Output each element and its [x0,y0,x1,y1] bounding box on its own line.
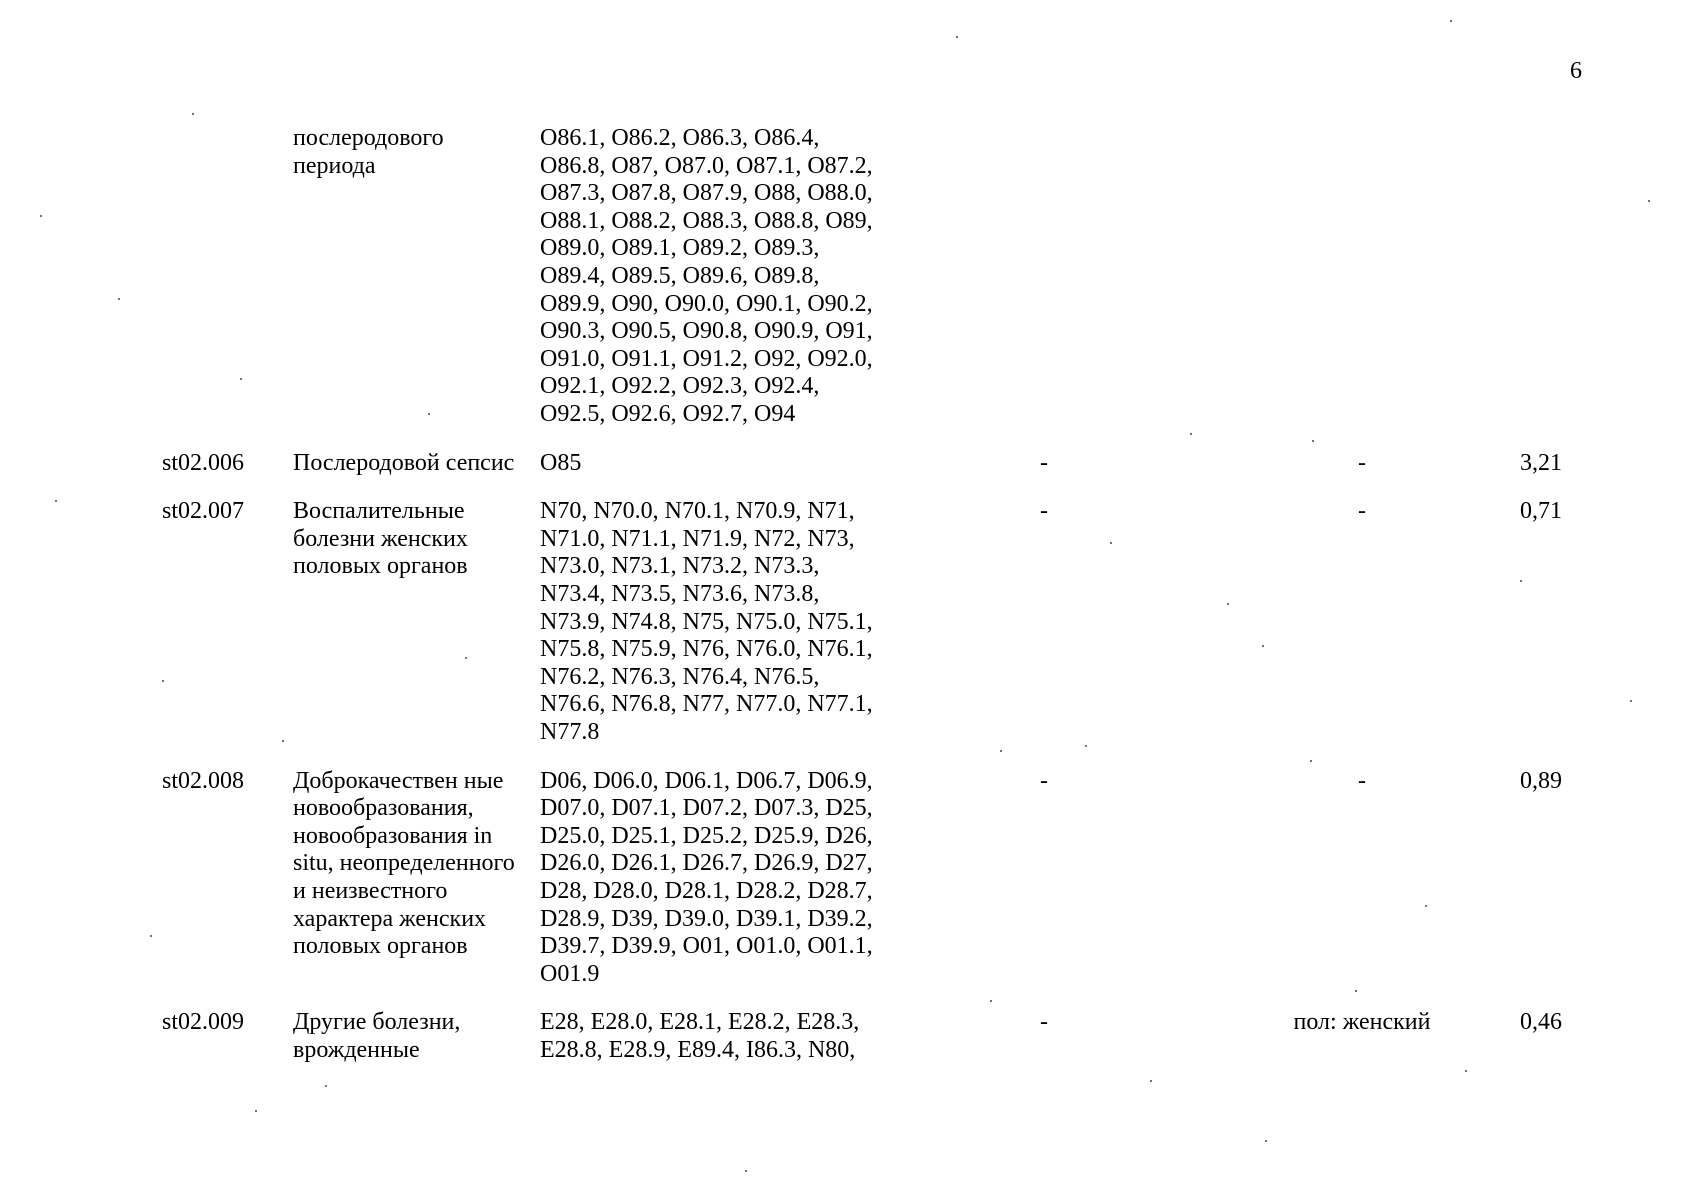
row-name-line: Другие болезни, [293,1009,461,1036]
row-column-4: - [1040,449,1048,476]
row-column-5: - [1358,767,1366,794]
speck [118,298,120,300]
row-column-4: - [1040,767,1048,794]
speck [1450,20,1452,22]
speck [1000,750,1002,752]
speck [1310,760,1312,762]
row-column-5: - [1358,498,1366,525]
row-icd-line: N73.4, N73.5, N73.6, N73.8, [540,580,820,607]
speck [1520,580,1522,582]
speck [162,680,164,682]
row-icd-line: D07.0, D07.1, D07.2, D07.3, D25, [540,795,873,822]
row-code: st02.007 [162,498,245,525]
row-icd-line: O89.0, O89.1, O89.2, O89.3, [540,235,820,262]
table-row [162,125,1562,429]
row-name-line: новообразования, [293,795,474,822]
row-coefficient: 0,89 [1520,767,1562,794]
row-coefficient: 3,21 [1520,449,1562,476]
row-icd-line: D26.0, D26.1, D26.7, D26.9, D27, [540,850,873,877]
row-icd-line: O89.9, O90, O90.0, O90.1, O90.2, [540,290,873,317]
speck [240,378,242,380]
row-icd-line: E28, E28.0, E28.1, E28.2, E28.3, [540,1009,860,1036]
row-name-line: новообразования in [293,822,493,849]
speck [1265,1140,1267,1142]
row-icd-line: D28, D28.0, D28.1, D28.2, D28.7, [540,877,873,904]
row-coefficient: 0,46 [1520,1009,1562,1036]
row-icd-codes [540,125,900,429]
row-icd-line: O90.3, O90.5, O90.8, O90.9, O91, [540,318,873,345]
row-icd-line: N76.2, N76.3, N76.4, N76.5, [540,663,820,690]
speck [192,113,194,115]
speck [1425,905,1427,907]
speck [255,1110,257,1112]
row-name-line: Доброкачествен ные [293,767,504,794]
row-icd-line: N75.8, N75.9, N76, N76.0, N76.1, [540,636,873,663]
row-name-line: и неизвестного [293,877,448,904]
speck [1190,433,1192,435]
row-icd-line: O85 [540,449,582,476]
row-name-line: периода [293,152,376,179]
row-icd-line: O92.5, O92.6, O92.7, O94 [540,400,796,427]
speck [1648,200,1650,202]
row-name-line: Послеродовой сепсис [293,449,515,476]
speck [1227,603,1229,605]
row-icd-line: N70, N70.0, N70.1, N70.9, N71, [540,498,855,525]
row-name-line: Воспалительные [293,498,465,525]
row-icd-line: O87.3, O87.8, O87.9, O88, O88.0, [540,180,873,207]
row-name-line: половых органов [293,553,468,580]
row-icd-line: O91.0, O91.1, O91.2, O92, O92.0, [540,345,873,372]
speck [150,935,152,937]
row-icd-line: D39.7, D39.9, O01, O01.0, O01.1, [540,933,873,960]
row-icd-line: O01.9 [540,960,600,987]
speck [282,740,284,742]
speck [1110,542,1112,544]
row-icd-line: E28.8, E28.9, E89.4, I86.3, N80, [540,1036,856,1063]
row-icd-line: O86.1, O86.2, O86.3, O86.4, [540,125,820,151]
row-name-line: болезни женских [293,525,468,552]
row-code: st02.006 [162,449,245,476]
row-icd-line: N77.8 [540,718,600,745]
row-name-line: situ, неопределенного [293,850,515,877]
row-icd-line: D25.0, D25.1, D25.2, D25.9, D26, [540,822,873,849]
speck [55,500,57,502]
table-row [162,498,1562,746]
row-icd-line: N71.0, N71.1, N71.9, N72, N73, [540,525,855,552]
row-column-5: пол: женский [1293,1009,1431,1036]
tariff-table [162,125,1562,1065]
table-row [162,768,1562,989]
row-icd-line: N73.9, N74.8, N75, N75.0, N75.1, [540,608,873,635]
page-number: 6 [1570,58,1582,84]
row-icd-line: O88.1, O88.2, O88.3, O88.8, O89, [540,207,873,234]
row-icd-line: N73.0, N73.1, N73.2, N73.3, [540,553,820,580]
speck [956,36,958,38]
row-code: st02.009 [162,1009,245,1036]
speck [325,1085,327,1087]
speck [1630,700,1632,702]
row-name [293,450,528,478]
row-name [293,1009,528,1064]
row-icd-codes [540,1009,900,1064]
speck [428,413,430,415]
row-column-4: - [1040,1009,1048,1036]
row-icd-codes [540,498,900,746]
speck [745,1170,747,1172]
row-icd-codes [540,768,900,989]
row-column-4: - [1040,498,1048,525]
speck [1262,645,1264,647]
row-name-line: характера женских [293,905,487,932]
row-name [293,768,528,961]
speck [40,215,42,217]
row-name [293,125,528,180]
row-icd-codes [540,450,900,478]
speck [1085,745,1087,747]
row-icd-line: N76.6, N76.8, N77, N77.0, N77.1, [540,691,873,718]
row-icd-line: D06, D06.0, D06.1, D06.7, D06.9, [540,767,873,794]
speck [1312,440,1314,442]
row-icd-line: O86.8, O87, O87.0, O87.1, O87.2, [540,152,873,179]
row-name-line: послеродового [293,125,444,151]
table-row [162,450,1562,478]
speck [1355,990,1357,992]
speck [990,1000,992,1002]
row-name-line: половых органов [293,933,468,960]
row-code: st02.008 [162,767,245,794]
table-row [162,1009,1562,1064]
row-icd-line: O92.1, O92.2, O92.3, O92.4, [540,373,820,400]
row-column-5: - [1358,449,1366,476]
speck [465,657,467,659]
speck [1150,1080,1152,1082]
speck [1465,1070,1467,1072]
row-name-line: врожденные [293,1036,420,1063]
row-coefficient: 0,71 [1520,498,1562,525]
row-name [293,498,528,581]
row-icd-line: O89.4, O89.5, O89.6, O89.8, [540,262,820,289]
row-icd-line: D28.9, D39, D39.0, D39.1, D39.2, [540,905,873,932]
